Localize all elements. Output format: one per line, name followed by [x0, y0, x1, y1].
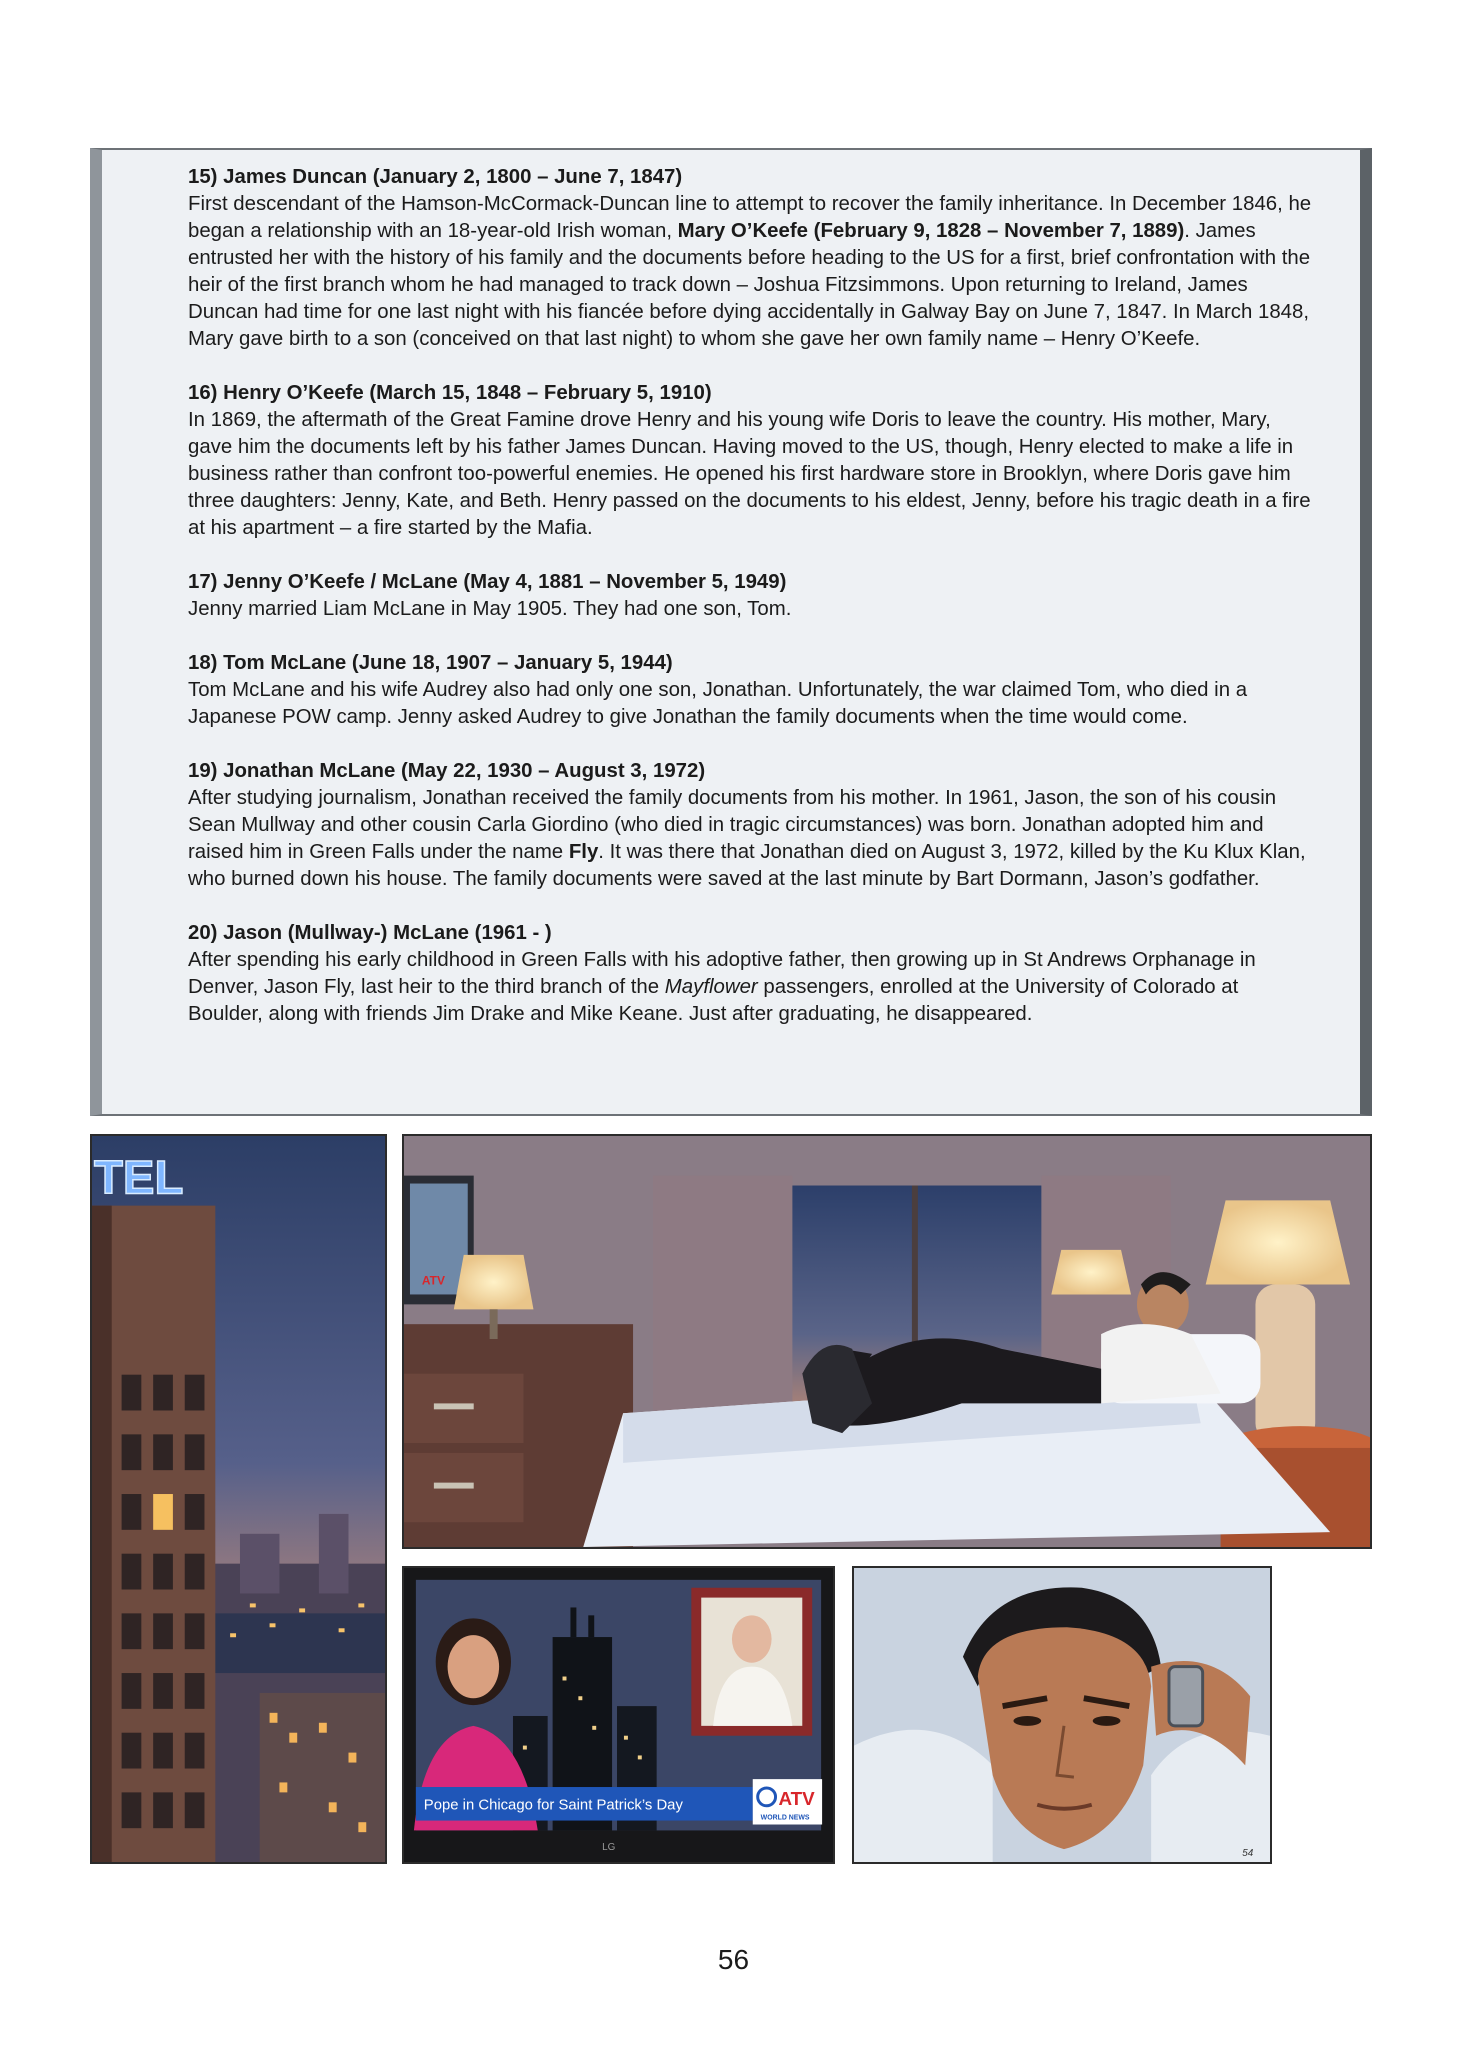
entry-body: First descendant of the Hamson-McCormack-Duncan line to attempt to recover the family inheritance. In December 1846, he began a relationship with an 18-year-old Irish woman, Mary O’Keefe (February 9, 1828 – November 7, 1889). James entrusted her with the history of his family and the documents before heading to the US for a first, brief confrontation with the heir of the first branch whom he had managed to track down – Joshua Fitzsimmons. Upon returning to Ireland, James Duncan had time for one last night with his fiancée before dying accidentally in Galway Bay on June 7, 1847. In March 1848, Mary gave birth to a son (conceived on that last night) to whom she gave her own family name – Henry O’Keefe. [188, 193, 1312, 350]
entry-jonathan-mclane [188, 758, 1318, 893]
entry-heading: 16) Henry O’Keefe (March 15, 1848 – February 5, 1910) [188, 382, 712, 404]
entry-jenny-okeefe-mclane [188, 569, 1318, 623]
entry-henry-okeefe [188, 380, 1318, 542]
entry-body: After studying journalism, Jonathan received the family documents from his mother. In 1961, Jason, the son of his cousin Sean Mullway and other cousin Carla Giordino (who died in tragic circumstances) was born. Jonathan adopted him and raised him in Green Falls under the name Fly. It was there that Jonathan died on August 3, 1972, killed by the Ku Klux Klan, who burned down his house. The family documents were saved at the last minute by Bart Dormann, Jason’s godfather. [188, 787, 1306, 890]
entry-james-duncan [188, 164, 1318, 353]
entry-body: Tom McLane and his wife Audrey also had only one son, Jonathan. Unfortunately, the war claimed Tom, who died in a Japanese POW camp. Jenny asked Audrey to give Jonathan the family documents when the time would come. [188, 679, 1248, 728]
entry-body: After spending his early childhood in Green Falls with his adoptive father, then growing up in St Andrews Orphanage in Denver, Jason Fly, last heir to the third branch of the Mayflower passengers, enrolled at the University of Colorado at Boulder, along with friends Jim Drake and Mike Keane. Just after graduating, he disappeared. [188, 949, 1256, 1025]
entry-heading: 18) Tom McLane (June 18, 1907 – January 5, 1944) [188, 652, 673, 674]
panel-face-closeup [852, 1566, 1272, 1864]
page-number: 56 [717, 1944, 750, 1975]
panel-tv-news [402, 1566, 835, 1864]
face-closeup-illustration [854, 1568, 1270, 1862]
entry-heading: 17) Jenny O’Keefe / McLane (May 4, 1881 – November 5, 1949) [188, 571, 787, 593]
entry-heading: 15) James Duncan (January 2, 1800 – June 7, 1847) [188, 166, 683, 188]
room-tv-logo: ATV [421, 1273, 445, 1288]
tv-news-illustration [404, 1568, 833, 1862]
entry-body: Jenny married Liam McLane in May 1905. They had one son, Tom. [188, 598, 792, 620]
genealogy-text-box [90, 148, 1372, 1116]
genealogy-entries [188, 164, 1318, 1028]
entry-jason-mclane [188, 920, 1318, 1028]
artist-signature: 54 [1242, 1848, 1254, 1860]
entry-body: In 1869, the aftermath of the Great Famine drove Henry and his young wife Doris to leave the country. His mother, Mary, gave him the documents left by his father James Duncan. Having moved to the US, though, Henry elected to make a life in business rather than confront too-powerful enemies. He opened his first hardware store in Brooklyn, where Doris gave him three daughters: Jenny, Kate, and Beth. Henry passed on the documents to his eldest, Jenny, before his tragic death in a fire at his apartment – a fire started by the Mafia. [188, 409, 1311, 539]
anchor-face [448, 1635, 500, 1698]
tv-news-logo-sub: WORLD NEWS [760, 1814, 810, 1822]
tv-news-logo: ATV [778, 1787, 815, 1809]
city-illustration [92, 1136, 385, 1862]
entry-heading: 19) Jonathan McLane (May 22, 1930 – August 3, 1972) [188, 760, 706, 782]
panel-city-dusk [90, 1134, 387, 1864]
panel-hotel-room [402, 1134, 1372, 1549]
entry-tom-mclane [188, 650, 1318, 731]
hotel-sign-text: TEL [93, 1151, 184, 1205]
hotel-room-illustration [404, 1136, 1370, 1547]
tv-news-ticker: Pope in Chicago for Saint Patrick’s Day [423, 1797, 683, 1814]
entry-heading: 20) Jason (Mullway-) McLane (1961 - ) [188, 922, 552, 944]
tv-brand: LG [602, 1842, 616, 1854]
